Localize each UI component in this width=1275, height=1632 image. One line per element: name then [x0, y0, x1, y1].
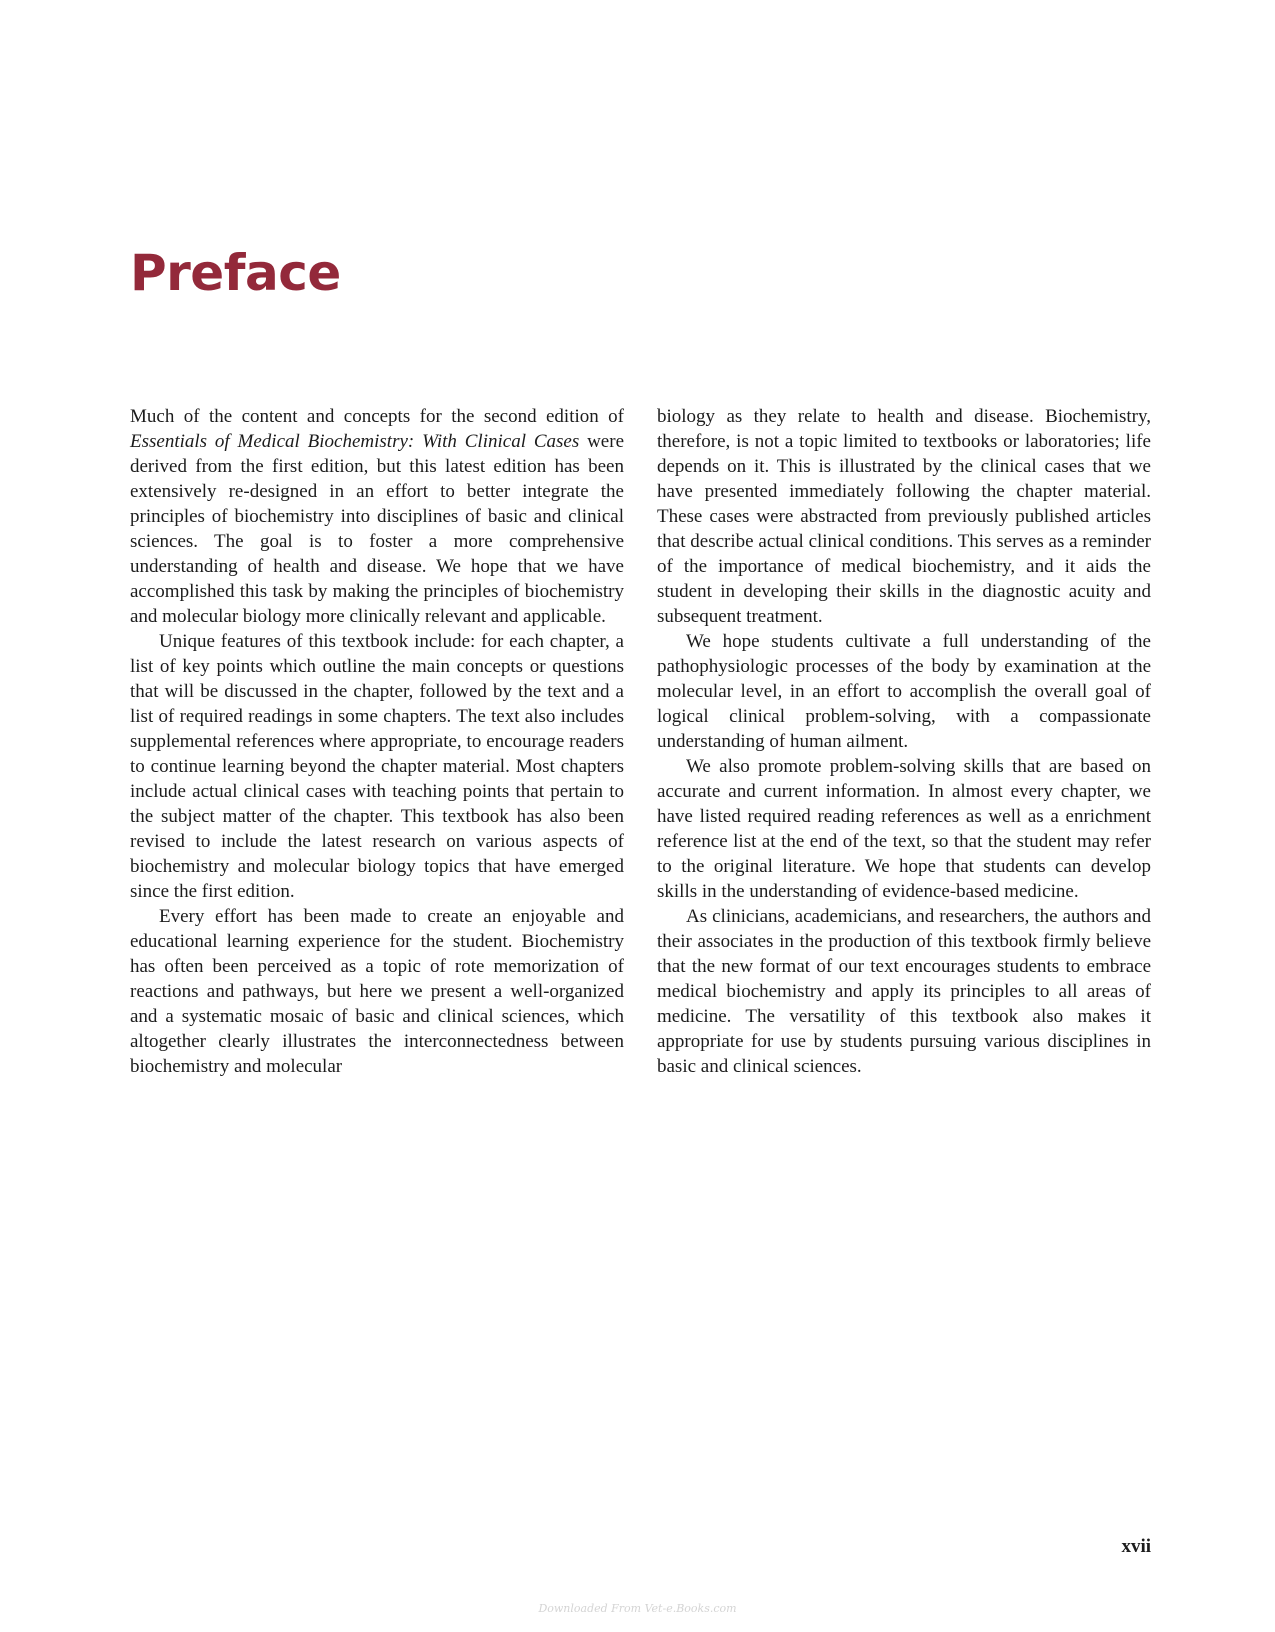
paragraph-learning-start: Every effort has been made to create an enjoyable and educational learning experience for the student. Biochemistry has often been perceived as a topic of rote memorization of reactions and pathways, but here we present a well-organized and a systematic mosaic of basic and clinical sciences, which altogether clearly illustrates the interconnectedness between biochemistry and molecular [130, 906, 624, 1077]
body-columns [130, 404, 1151, 1079]
paragraph-understanding: We hope students cultivate a full understanding of the pathophysiologic processes of the body by examination at the molecular level, in an effort to accomplish the overall goal of logical clinical problem-solving, with a compassionate understanding of human ailment. [657, 631, 1151, 752]
page-number: xvii [1121, 1536, 1151, 1557]
right-column [657, 404, 1151, 1079]
paragraph-intro-start: Much of the content and concepts for the second edition of [130, 406, 624, 427]
paragraph-features: Unique features of this textbook include: for each chapter, a list of key points which outline the main concepts or questions that will be discussed in the chapter, followed by the text and a list of required readings in some chapters. The text also includes supplemental references where appropriate, to encourage readers to continue learning beyond the chapter material. Most chapters include actual clinical cases with teaching points that pertain to the subject matter of the chapter. This textbook has also been revised to include the latest research on various aspects of biochemistry and molecular biology topics that have emerged since the first edition. [130, 631, 624, 902]
book-title: Essentials of Medical Biochemistry: With Clinical Cases [130, 431, 580, 452]
page-title: Preface [130, 244, 341, 302]
paragraph-intro [130, 404, 624, 629]
watermark: Downloaded From Vet-e.Books.com [538, 1602, 737, 1615]
paragraph-intro-rest: were derived from the first edition, but this latest edition has been extensively re-designed in an effort to better integrate the principles of biochemistry into disciplines of basic and clinical sciences. The goal is to foster a more comprehensive understanding of health and disease. We hope that we have accomplished this task by making the principles of biochemistry and molecular biology more clinically relevant and applicable. [130, 431, 624, 627]
left-column [130, 404, 624, 1079]
paragraph-learning-continued: biology as they relate to health and disease. Biochemistry, therefore, is not a topic limited to textbooks or laboratories; life depends on it. This is illustrated by the clinical cases that we have presented immediately following the chapter material. These cases were abstracted from previously published articles that describe actual clinical conditions. This serves as a reminder of the importance of medical biochemistry, and it aids the student in developing their skills in the diagnostic acuity and subsequent treatment. [657, 406, 1151, 627]
paragraph-closing: As clinicians, academicians, and researchers, the authors and their associates in the production of this textbook firmly believe that the new format of our text encourages students to embrace medical biochemistry and apply its principles to all areas of medicine. The versatility of this textbook also makes it appropriate for use by students pursuing various disciplines in basic and clinical sciences. [657, 906, 1151, 1077]
paragraph-problem-solving: We also promote problem-solving skills that are based on accurate and current information. In almost every chapter, we have listed required reading references as well as a enrichment reference list at the end of the text, so that the student may refer to the original literature. We hope that students can develop skills in the understanding of evidence-based medicine. [657, 756, 1151, 902]
